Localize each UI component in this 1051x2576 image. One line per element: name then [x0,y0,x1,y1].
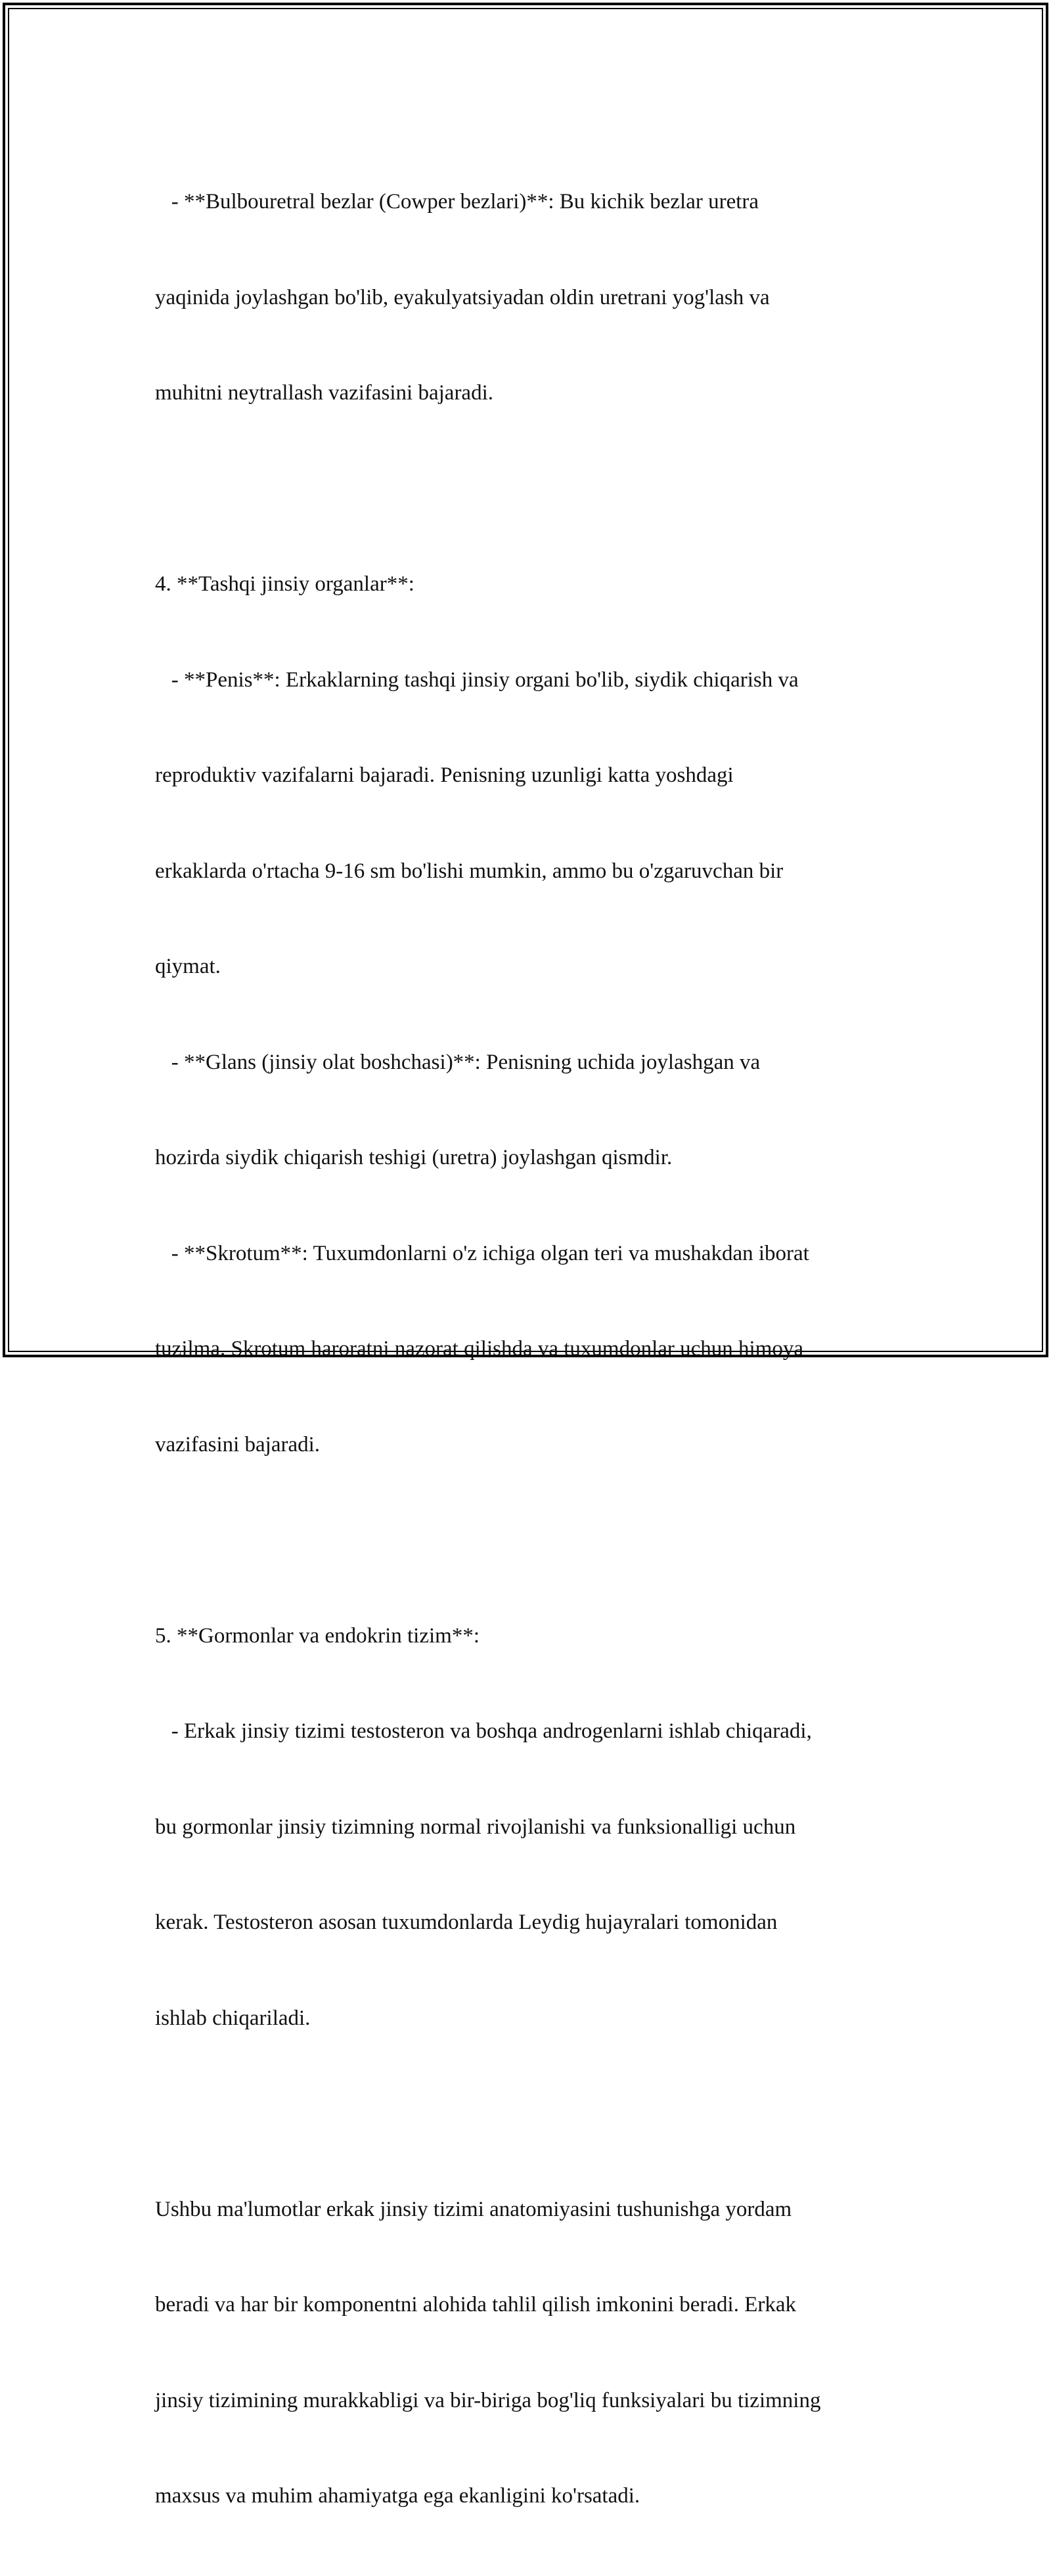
paragraph-cowper-glands [155,122,910,473]
section-heading: 4. **Tashqi jinsiy organlar**: [155,572,414,596]
text-line: yaqinida joylashgan bo'lib, eyakulyatsiyadan oldin uretrani yog'lash va [155,285,770,309]
text-line: - **Penis**: Erkaklarning tashqi jinsiy organi bo'lib, siydik chiqarish va [155,667,799,692]
text-line: vazifasini bajaradi. [155,1432,321,1457]
text-line: bu gormonlar jinsiy tizimning normal rivojlanishi va funksionalligi uchun [155,1815,796,1839]
text-line: - **Bulbouretral bezlar (Cowper bezlari)**: Bu kichik bezlar uretra [155,190,759,214]
paragraph-conclusion [155,2130,910,2576]
text-line: erkaklarda o'rtacha 9-16 sm bo'lishi mumkin, ammo bu o'zgaruvchan bir [155,859,784,883]
paragraph-gap [155,473,910,505]
text-line: reproduktiv vazifalarni bajaradi. Penisning uzunligi katta yoshdagi [155,763,734,787]
text-line: maxsus va muhim ahamiyatga ega ekanligini ko'rsatadi. [155,2484,640,2508]
text-line: hozirda siydik chiqarish teshigi (uretra) joylashgan qismdir. [155,1146,673,1169]
document-body [155,122,910,2576]
text-line: beradi va har bir komponentni alohida tahlil qilish imkonini beradi. Erkak [155,2293,797,2316]
paragraph-external-organs [155,505,910,1524]
text-line: jinsiy tizimining murakkabligi va bir-biriga bog'liq funksiyalari bu tizimning [155,2388,821,2412]
text-line: - **Glans (jinsiy olat boshchasi)**: Penisning uchida joylashgan va [155,1050,761,1074]
text-line: ishlab chiqariladi. [155,2006,311,2030]
text-line: tuzilma. Skrotum haroratni nazorat qilishda va tuxumdonlar uchun himoya [155,1337,804,1361]
paragraph-gap [155,1524,910,1556]
text-line: Ushbu ma'lumotlar erkak jinsiy tizimi anatomiyasini tushunishga yordam [155,2197,792,2221]
text-line: kerak. Testosteron asosan tuxumdonlarda Leydig hujayralari tomonidan [155,1910,778,1934]
paragraph-gap [155,2098,910,2130]
text-line: - Erkak jinsiy tizimi testosteron va boshqa androgenlarni ishlab chiqaradi, [155,1719,812,1743]
text-line: - **Skrotum**: Tuxumdonlarni o'z ichiga olgan teri va mushakdan iborat [155,1241,809,1265]
text-line: muhitni neytrallash vazifasini bajaradi. [155,381,493,405]
text-line: qiymat. [155,955,221,978]
paragraph-hormones [155,1556,910,2098]
section-heading: 5. **Gormonlar va endokrin tizim**: [155,1623,480,1648]
